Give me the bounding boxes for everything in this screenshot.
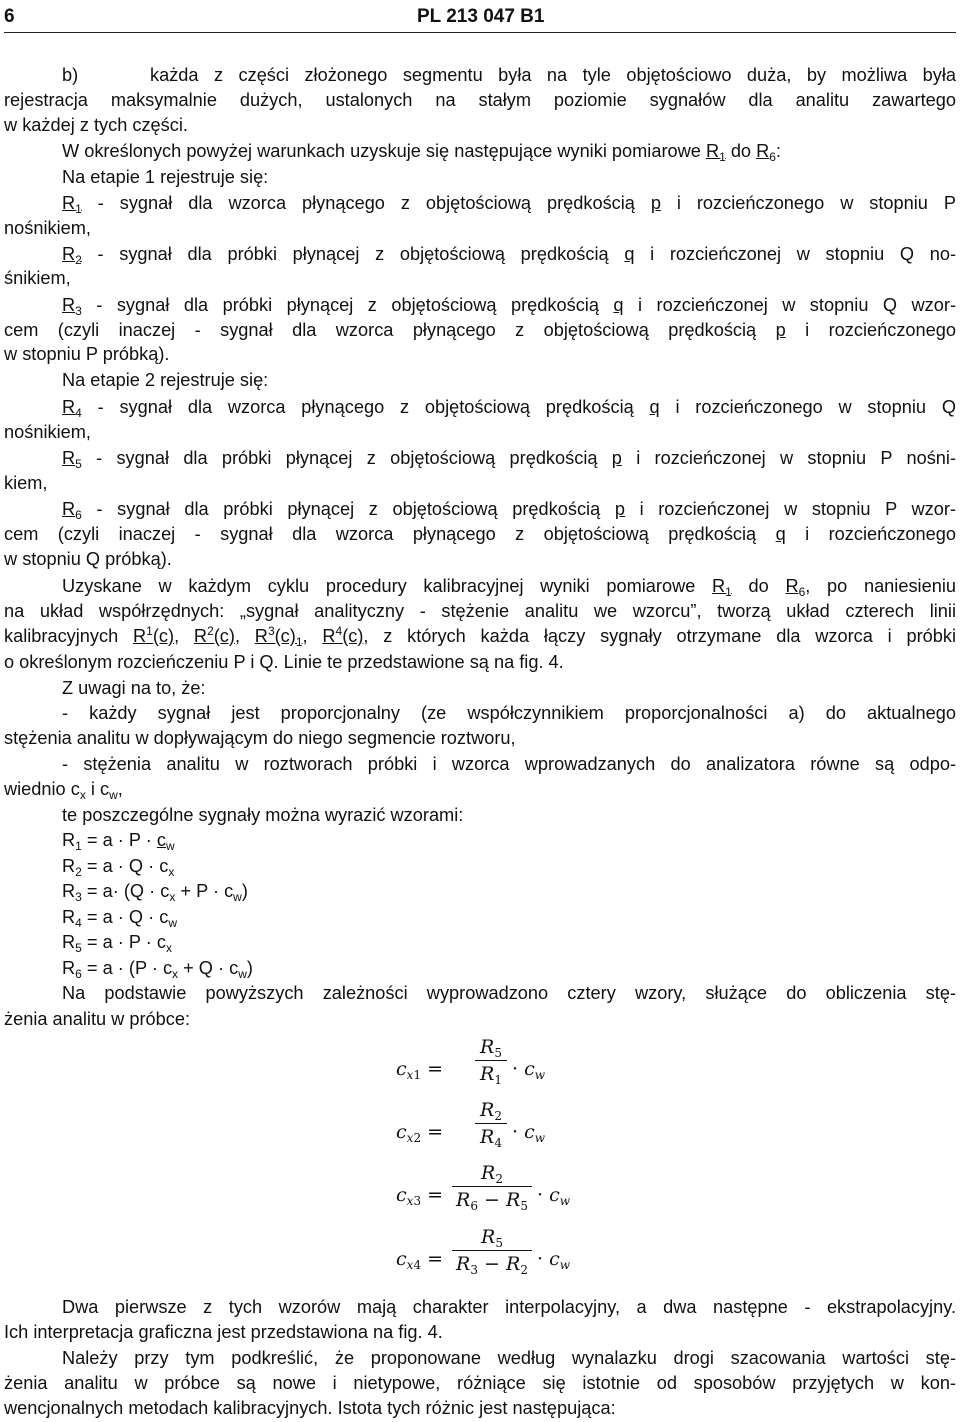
r1-line: $R_1$ - sygnał dla wzorca płynącego z objętościową prędkością p i rozcieńczonego w stopniu P (62, 193, 956, 216)
closing-line2: Ich interpretacja graficzna jest przedstawiona na fig. 4. (4, 1322, 443, 1342)
closing-line4: żenia analitu w próbce są nowe i nietypowe, różniące się istotnie od sposobów przyjętych w kon- (4, 1373, 956, 1393)
formula-cx4-rhs: · $c_w$ (537, 1248, 571, 1272)
eq-r1: $R_1 = a \cdot P \cdot c_w$ (62, 830, 175, 853)
reasoning-line5: wiednio $c_x$ i $c_w$, (4, 779, 123, 802)
formula-cx2-rhs: · $c_w$ (512, 1121, 546, 1145)
r2-cont: śnikiem, (4, 268, 71, 288)
reasoning-line1: Z uwagi na to, że: (62, 678, 206, 698)
formula-cx2-fraction: $R_2$ $R_4$ (475, 1099, 507, 1148)
r6-cont: cem (czyli inaczej - sygnał dla wzorca płynącego z objętościową prędkością q i rozcieńczonego (4, 524, 956, 544)
r4-line: $R_4$ - sygnał dla wzorca płynącego z objętościową prędkością q i rozcieńczonego w stopniu Q (62, 397, 956, 420)
r2-line: $R_2$ - sygnał dla próbki płynącej z objętościową prędkością q i rozcieńczonej w stopniu Q no- (62, 244, 956, 267)
formula-cx4-lhs: $c_{x4}$ = (396, 1248, 444, 1272)
summary-line3: kalibracyjnych $R^1(c)$, $R^2(c)$, $R^3(c)_1$, $R^4(c)$, z których każda łączy sygnały otrzymane dla wzorca i próbki (4, 624, 957, 649)
summary-line4: o określonym rozcieńczeniu P i Q. Linie te przedstawione są na fig. 4. (4, 652, 564, 672)
point-b-line1: każda z części złożonego segmentu była na tyle objętościowo duża, by możliwa była (150, 65, 956, 85)
point-b-line2: rejestracja maksymalnie dużych, ustalonych na stałym poziomie sygnałów dla analitu zawartego (4, 90, 956, 110)
reasoning-line6: te poszczególne sygnały można wyrazić wzorami: (62, 805, 464, 825)
r6-line: $R_6$ - sygnał dla próbki płynącej z objętościową prędkością p i rozcieńczonej w stopniu P wzor- (62, 499, 956, 522)
r4-cont: nośnikiem, (4, 422, 91, 442)
formula-cx3-rhs: · $c_w$ (537, 1184, 571, 1208)
r3-line: $R_3$ - sygnał dla próbki płynącej z objętościową prędkością q i rozcieńczonej w stopniu Q wzor- (62, 295, 956, 318)
point-b-label: b) (62, 65, 79, 85)
formula-cx2-lhs: $c_{x2}$ = (396, 1121, 444, 1145)
formula-cx4-fraction: $R_5$ $R_3 - R_2$ (452, 1226, 532, 1275)
point-b-line3: w każdej z tych części. (4, 115, 188, 135)
r5-line: $R_5$ - sygnał dla próbki płynącej z objętościową prędkością p i rozcieńczonej w stopniu P nośni- (62, 448, 956, 471)
reasoning-line4: - stężenia analitu w roztworach próbki i wzorca wprowadzanych do analizatora równe są odpo- (62, 754, 956, 774)
closing-line1: Dwa pierwsze z tych wzorów mają charakter interpolacyjny, a dwa następne - ekstrapolacyjny. (62, 1297, 956, 1317)
eq-r3: $R_3 = a\cdot (Q \cdot c_x + P \cdot c_w)$ (62, 881, 248, 904)
eq-r5: $R_5 = a \cdot P \cdot c_x$ (62, 932, 172, 955)
formula-cx3-lhs: $c_{x3}$ = (396, 1184, 444, 1208)
r5-cont: kiem, (4, 473, 48, 493)
r3-end: w stopniu P próbką). (4, 344, 170, 364)
patent-number: PL 213 047 B1 (417, 6, 545, 27)
r3-cont: cem (czyli inaczej - sygnał dla wzorca płynącego z objętościową prędkością p i rozcieńczonego (4, 320, 956, 340)
header-rule (4, 32, 956, 33)
closing-line3: Należy przy tym podkreślić, że proponowane według wynalazku drogi szacowania wartości stę- (62, 1348, 956, 1368)
page-number: 6 (4, 6, 15, 27)
r6-end: w stopniu Q próbką). (4, 549, 172, 569)
stage1-title: Na etapie 1 rejestruje się: (62, 167, 269, 187)
summary-line1: Uzyskane w każdym cyklu procedury kalibracyjnej wyniki pomiarowe $R_1$ do $R_6$, po naniesieniu (62, 576, 956, 599)
intro-line: W określonych powyżej warunkach uzyskuje się następujące wyniki pomiarowe $R_1$ do $R_6$: (62, 141, 781, 164)
closing-line5: wencjonalnych metodach kalibracyjnych. Istota tych różnic jest następująca: (4, 1398, 616, 1418)
reasoning-line2: - każdy sygnał jest proporcjonalny (ze współczynnikiem proporcjonalności a) do aktualnego (62, 703, 956, 723)
eq-r2: $R_2 = a \cdot Q \cdot c_x$ (62, 856, 175, 879)
reasoning-line3: stężenia analitu w dopływającym do niego segmencie roztworu, (4, 728, 516, 748)
stage2-title: Na etapie 2 rejestruje się: (62, 370, 269, 390)
formula-cx1-lhs: $c_{x1}$ = (396, 1058, 444, 1082)
derive-line2: żenia analitu w próbce: (4, 1009, 191, 1029)
eq-r6: $R_6 = a \cdot (P \cdot c_x + Q \cdot c_w)$ (62, 958, 253, 981)
summary-line2: na układ współrzędnych: „sygnał analityczny - stężenie analitu we wzorcu”, tworzą układ czterech linii (4, 601, 956, 621)
r1-cont: nośnikiem, (4, 218, 91, 238)
eq-r4: $R_4 = a \cdot Q \cdot c_w$ (62, 907, 177, 930)
derive-line1: Na podstawie powyższych zależności wyprowadzono cztery wzory, służące do obliczenia stę- (62, 983, 956, 1003)
formula-cx1-rhs: · $c_w$ (512, 1058, 546, 1082)
formula-cx3-fraction: $R_2$ $R_6 - R_5$ (452, 1162, 532, 1211)
formula-cx1-fraction: $R_5$ $R_1$ (475, 1036, 507, 1085)
